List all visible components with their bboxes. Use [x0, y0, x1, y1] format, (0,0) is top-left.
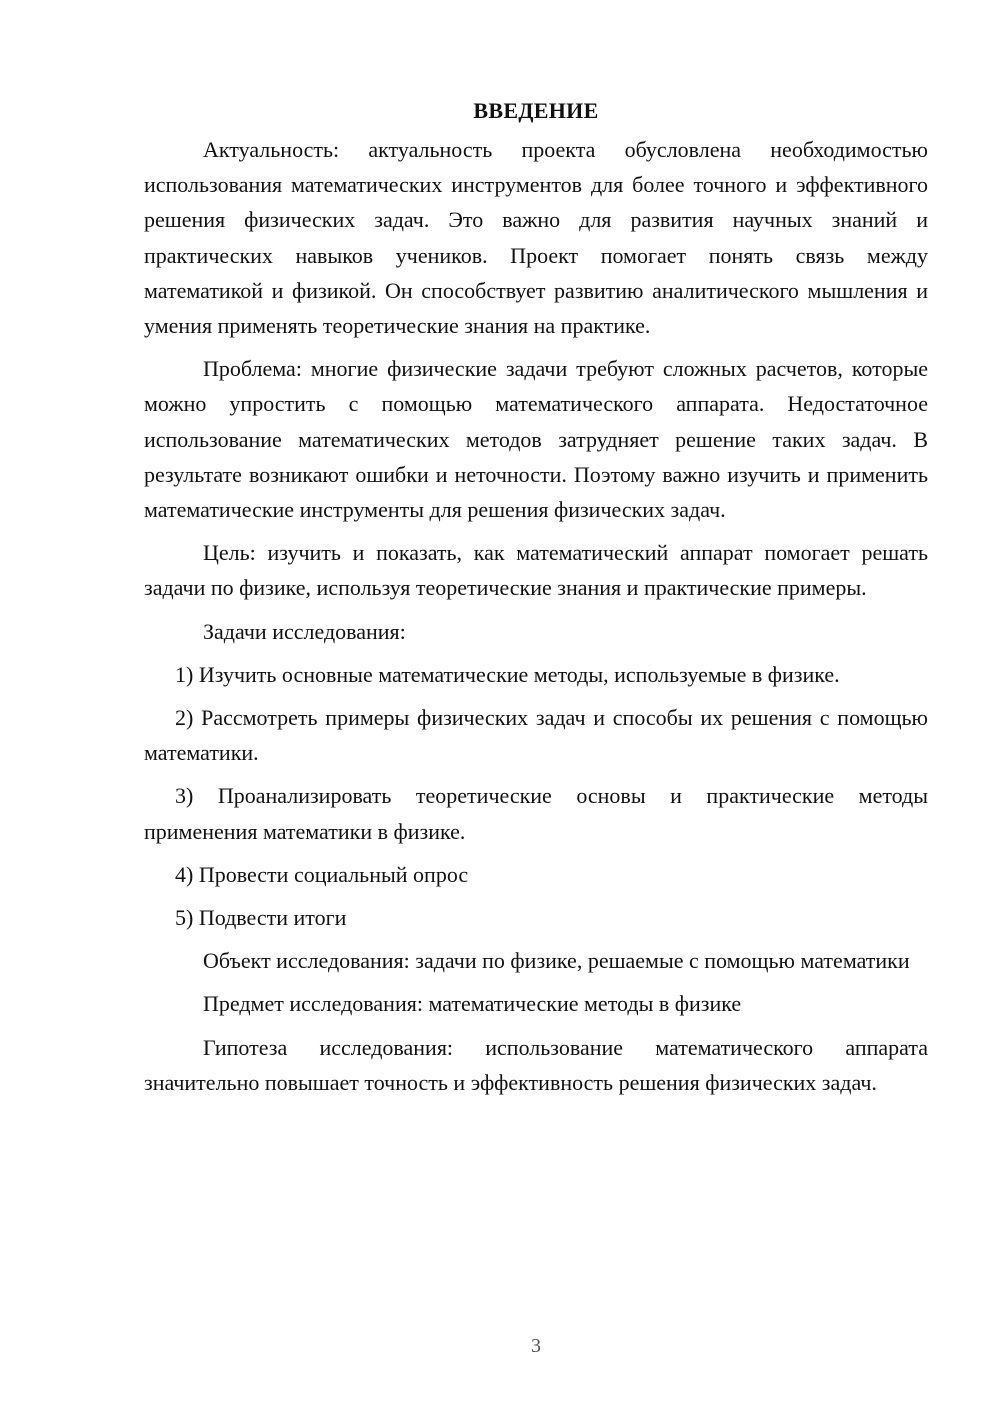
document-page: [144, 94, 928, 1108]
section-title: ВВЕДЕНИЕ: [473, 98, 599, 123]
hypothesis-paragraph: Гипотеза исследования: использование математического аппарата значительно повышает точность и эффективность решения физических задач.: [144, 1034, 928, 1095]
page-number: 3: [531, 1335, 541, 1357]
task-item-2: 2) Рассмотреть примеры физических задач и способы их решения с помощью математики.: [144, 705, 928, 766]
object-paragraph: Объект исследования: задачи по физике, решаемые с помощью математики: [203, 948, 910, 974]
relevance-paragraph: Актуальность: актуальность проекта обусловлена необходимостью использования математических инструментов для более точного и эффективного решения физических задач. Это важно для развития научных знаний и практических навыков учеников. Проект помогает понять связь между математикой и физикой. Он способствует развитию аналитического мышления и умения применять теоретические знания на практике.: [144, 137, 928, 339]
task-item-5: 5) Подвести итоги: [175, 905, 347, 931]
task-item-4: 4) Провести социальный опрос: [175, 861, 469, 887]
subject-paragraph: Предмет исследования: математические методы в физике: [203, 991, 742, 1017]
task-item-1: 1) Изучить основные математические методы, используемые в физике.: [175, 661, 840, 687]
tasks-heading: Задачи исследования:: [203, 618, 406, 644]
task-item-3: 3) Проанализировать теоретические основы и практические методы применения математики в физике.: [144, 783, 928, 844]
problem-paragraph: Проблема: многие физические задачи требуют сложных расчетов, которые можно упростить с помощью математического аппарата. Недостаточное использование математических методов затрудняет решение таких задач. В результате возникают ошибки и неточности. Поэтому важно изучить и применить математические инструменты для решения физических задач.: [144, 356, 928, 523]
goal-paragraph: Цель: изучить и показать, как математический аппарат помогает решать задачи по физике, используя теоретические знания и практические примеры.: [144, 540, 928, 601]
